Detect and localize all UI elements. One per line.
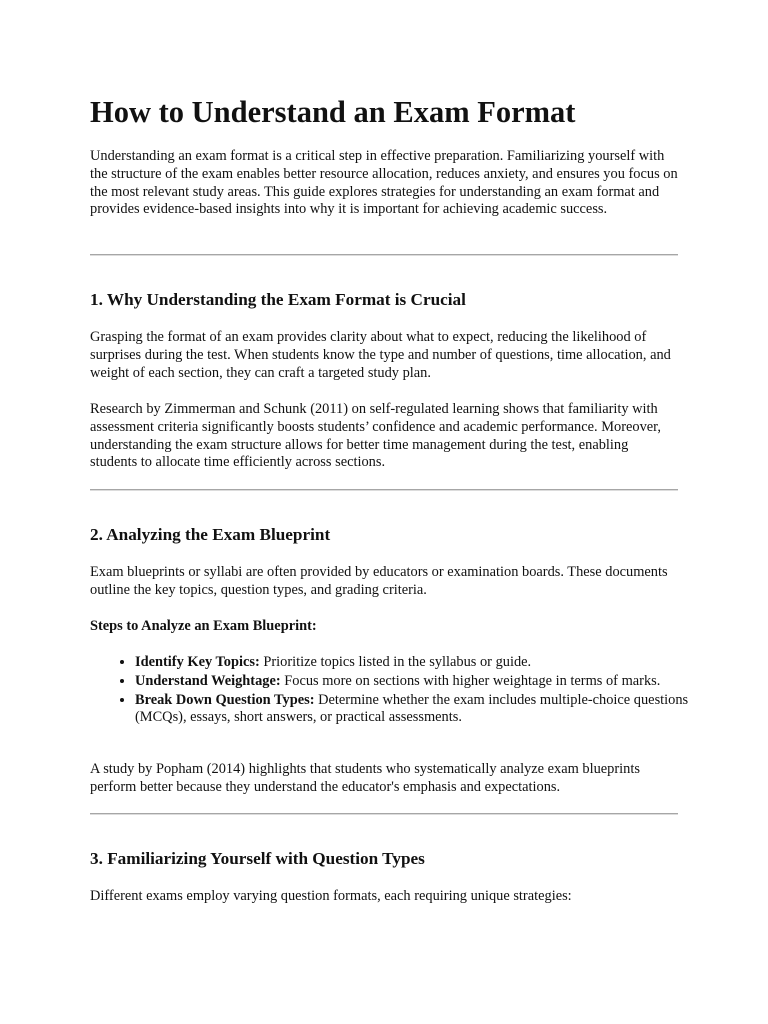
list-item xyxy=(135,691,723,728)
steps-list xyxy=(90,653,723,727)
divider-3 xyxy=(90,813,678,815)
intro-paragraph: Understanding an exam format is a critical step in effective preparation. Familiarizing yourself with the structure of the exam enables better resource allocation, reduces anxiety, and ensures you focus on the most relevant study areas. This guide explores strategies for understanding an exam format and provides evidence-based insights into why it is important for achieving academic success. xyxy=(90,148,678,218)
section-1-paragraph-2: Research by Zimmerman and Schunk (2011) on self-regulated learning shows that familiarity with assessment criteria significantly boosts students’ confidence and academic performance. Moreover, understanding the exam structure allows for better time management during the test, enabling students to allocate time efficiently across sections. xyxy=(90,401,661,471)
divider-2 xyxy=(90,489,678,491)
list-item-label: Understand Weightage: xyxy=(135,672,281,689)
divider-1 xyxy=(90,254,678,256)
section-1-heading: 1. Why Understanding the Exam Format is Crucial xyxy=(90,290,466,309)
section-3-paragraph-1: Different exams employ varying question formats, each requiring unique strategies: xyxy=(90,888,572,904)
list-item-text: Prioritize topics listed in the syllabus or guide. xyxy=(259,654,532,670)
list-item-text: Determine whether the exam includes multiple-choice questions (MCQs), essays, short answers, or practical assessments. xyxy=(135,691,689,726)
section-2-steps-heading: Steps to Analyze an Exam Blueprint: xyxy=(90,618,317,634)
list-item xyxy=(135,672,723,691)
list-item-label: Break Down Question Types: xyxy=(135,691,315,708)
section-2-heading: 2. Analyzing the Exam Blueprint xyxy=(90,525,331,544)
list-item-label: Identify Key Topics: xyxy=(135,654,260,670)
list-item-text: Focus more on sections with higher weightage in terms of marks. xyxy=(280,672,661,689)
section-2-paragraph-2: A study by Popham (2014) highlights that students who systematically analyze exam blueprints perform better because they understand the educator's emphasis and expectations. xyxy=(90,761,640,795)
section-1-paragraph-1: Grasping the format of an exam provides clarity about what to expect, reducing the likelihood of surprises during the test. When students know the type and number of questions, time allocation, and weight of each section, they can craft a targeted study plan. xyxy=(90,329,671,381)
section-2-paragraph-1: Exam blueprints or syllabi are often provided by educators or examination boards. These documents outline the key topics, question types, and grading criteria. xyxy=(90,564,668,598)
section-3-heading: 3. Familiarizing Yourself with Question Types xyxy=(90,849,425,868)
list-item xyxy=(135,653,723,672)
page-title: How to Understand an Exam Format xyxy=(90,95,576,129)
